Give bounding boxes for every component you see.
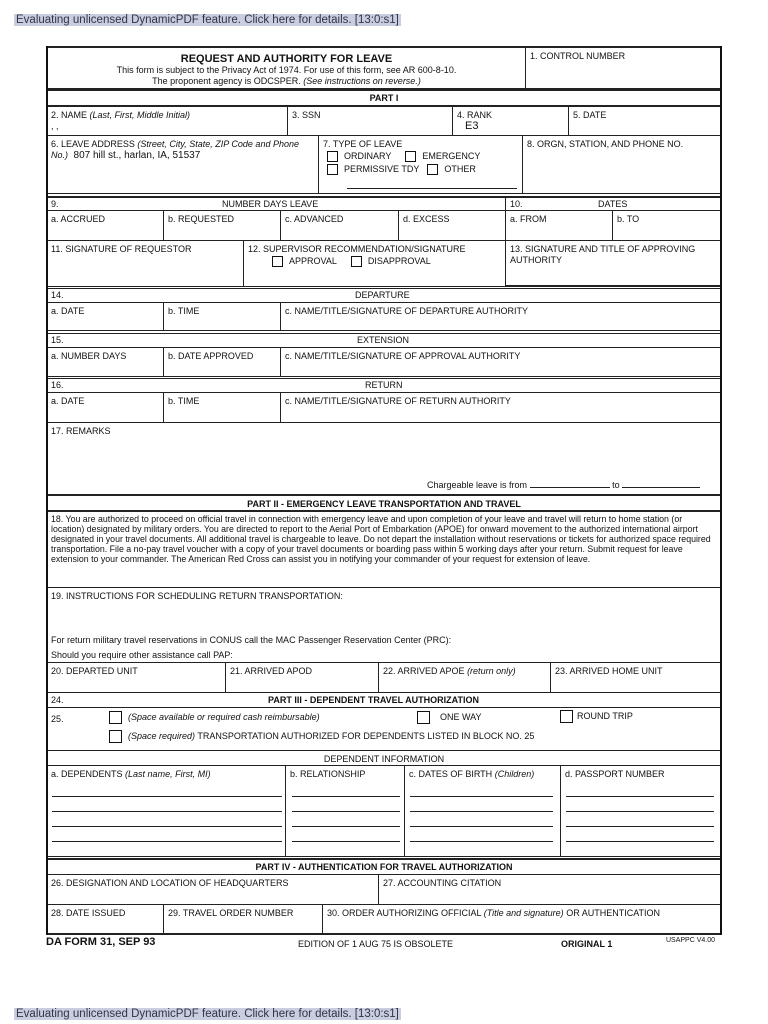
date-issued-field[interactable]: 28. DATE ISSUED: [46, 904, 164, 935]
dependent-entry-line[interactable]: [52, 811, 282, 812]
part-3-header: [46, 692, 722, 708]
option-label: APPROVAL: [289, 256, 337, 266]
dependent-info-header: DEPENDENT INFORMATION: [46, 750, 722, 766]
label: 19. INSTRUCTIONS FOR SCHEDULING RETURN TRANSPORTATION:: [51, 591, 343, 601]
dependent-entry-line[interactable]: [410, 796, 553, 797]
return-header: [46, 378, 722, 393]
edition-note: EDITION OF 1 AUG 75 IS OBSOLETE: [298, 939, 454, 949]
eval-banner-bottom[interactable]: Evaluating unlicensed DynamicPDF feature. Click here for details. [13:0:s1]: [16, 1008, 399, 1020]
emergency-checkbox[interactable]: [405, 151, 416, 162]
chargeable-from-input[interactable]: [530, 487, 610, 488]
arrived-apod-field[interactable]: 21. ARRIVED APOD: [225, 662, 379, 693]
option-label: ONE WAY: [440, 711, 482, 722]
dependent-entry-line[interactable]: [292, 796, 400, 797]
label: 16.: [51, 380, 64, 390]
label: 25.: [51, 714, 64, 724]
return-transport-instructions: [46, 587, 722, 663]
label: 22. ARRIVED APOE: [383, 666, 465, 676]
space-required-checkbox[interactable]: [109, 730, 122, 743]
pap-instruction: Should you require other assistance call PAP:: [51, 650, 233, 660]
form-title: REQUEST AND AUTHORITY FOR LEAVE: [180, 53, 393, 65]
chargeable-label: Chargeable leave is from: [427, 480, 528, 490]
eval-banner-top[interactable]: Evaluating unlicensed DynamicPDF feature. Click here for details. [13:0:s1]: [16, 14, 399, 26]
one-way-checkbox[interactable]: [417, 711, 430, 724]
label: c. DATES OF BIRTH: [409, 769, 493, 779]
part-1-header: PART I: [46, 90, 722, 106]
type-of-leave-field: [318, 135, 523, 194]
option-label: PERMISSIVE TDY: [344, 164, 420, 175]
departure-time-field[interactable]: b. TIME: [163, 302, 281, 331]
dependent-entry-line[interactable]: [566, 826, 714, 827]
chargeable-to-input[interactable]: [622, 487, 700, 488]
chargeable-to-label: to: [612, 480, 620, 490]
dependent-entry-line[interactable]: [52, 826, 282, 827]
departure-header: [46, 288, 722, 303]
approving-authority-field[interactable]: 13. SIGNATURE AND TITLE OF APPROVING AUTHORITY: [505, 240, 722, 287]
label-hint: (Last name, First, MI): [125, 769, 211, 779]
supervisor-recommendation-field: [243, 240, 506, 287]
round-trip-checkbox[interactable]: [560, 710, 573, 723]
departed-unit-field[interactable]: 20. DEPARTED UNIT: [46, 662, 226, 693]
space-available-checkbox[interactable]: [109, 711, 122, 724]
instructions-note: (See instructions on reverse.): [303, 76, 421, 86]
accounting-citation-field[interactable]: 27. ACCOUNTING CITATION: [378, 874, 722, 905]
form-number: DA FORM 31, SEP 93: [46, 936, 156, 948]
dates-header: [505, 196, 722, 211]
name-value: , ,: [51, 121, 59, 131]
organization-field[interactable]: 8. ORGN, STATION, AND PHONE NO.: [522, 135, 722, 194]
dependent-entry-line[interactable]: [566, 841, 714, 842]
privacy-line: This form is subject to the Privacy Act of 1974. For use of this form, see AR 600-8-10.: [116, 65, 457, 75]
label: 14.: [51, 290, 64, 300]
option-hint: (Space required): [128, 730, 196, 741]
dependent-entry-line[interactable]: [410, 826, 553, 827]
return-date-field[interactable]: a. DATE: [46, 392, 164, 423]
label: 24.: [51, 695, 64, 705]
dependent-entry-line[interactable]: [566, 811, 714, 812]
dependent-entry-line[interactable]: [410, 856, 553, 857]
heading: EXTENSION: [357, 335, 410, 345]
days-leave-header: [46, 196, 506, 211]
label: 10.: [510, 199, 523, 209]
label: 30. ORDER AUTHORIZING OFFICIAL: [327, 908, 482, 918]
dependent-entry-line[interactable]: [292, 826, 400, 827]
ordinary-checkbox[interactable]: [327, 151, 338, 162]
relationship-column: b. RELATIONSHIP: [285, 765, 405, 857]
label: 15.: [51, 335, 64, 345]
travel-order-number-field[interactable]: 29. TRAVEL ORDER NUMBER: [163, 904, 323, 935]
dependent-entry-line[interactable]: [292, 811, 400, 812]
headquarters-field[interactable]: 26. DESIGNATION AND LOCATION OF HEADQUARTERS: [46, 874, 379, 905]
other-checkbox[interactable]: [427, 164, 438, 175]
option-label: (Space available or required cash reimbursable): [128, 711, 320, 722]
label: 9.: [51, 199, 59, 209]
dependent-entry-line[interactable]: [52, 796, 282, 797]
option-label: EMERGENCY: [422, 151, 481, 161]
dependent-entry-line[interactable]: [292, 856, 400, 857]
requestor-signature-field[interactable]: 11. SIGNATURE OF REQUESTOR: [46, 240, 244, 287]
control-number-field[interactable]: 1. CONTROL NUMBER: [525, 46, 722, 90]
remarks-field[interactable]: [46, 422, 722, 495]
extension-authority-field[interactable]: c. NAME/TITLE/SIGNATURE OF APPROVAL AUTHORITY: [280, 347, 722, 377]
heading: RETURN: [365, 380, 403, 390]
dependent-entry-line[interactable]: [52, 856, 282, 857]
date-field[interactable]: 5. DATE: [568, 106, 722, 136]
option-label: TRANSPORTATION AUTHORIZED FOR DEPENDENTS LISTED IN BLOCK NO. 25: [197, 730, 535, 741]
heading: DEPARTURE: [355, 290, 410, 300]
accrued-field[interactable]: a. ACCRUED: [46, 210, 164, 241]
dependent-entry-line[interactable]: [566, 856, 714, 857]
name-field[interactable]: [46, 106, 288, 136]
option-label: OTHER: [444, 164, 476, 175]
address-value: 807 hill st., harlan, IA, 51537: [73, 150, 201, 161]
from-date-field[interactable]: a. FROM: [505, 210, 613, 241]
dependent-entry-line[interactable]: [410, 811, 553, 812]
excess-field[interactable]: d. EXCESS: [398, 210, 506, 241]
approval-checkbox[interactable]: [272, 256, 283, 267]
form-header: [46, 46, 526, 90]
label-hint: (Children): [494, 769, 535, 779]
extension-header: [46, 333, 722, 348]
passport-column: d. PASSPORT NUMBER: [560, 765, 722, 857]
prc-instruction: For return military travel reservations in CONUS call the MAC Passenger Reservation Center (PRC):: [51, 635, 452, 645]
label: 17. REMARKS: [51, 426, 111, 436]
to-date-field[interactable]: b. TO: [612, 210, 722, 241]
dependent-entry-line[interactable]: [410, 841, 553, 842]
dependent-entry-line[interactable]: [292, 841, 400, 842]
permissive-tdy-checkbox[interactable]: [327, 164, 338, 175]
label-hint: (return only): [467, 666, 516, 676]
heading: NUMBER DAYS LEAVE: [222, 199, 319, 209]
rank-value: E3: [465, 120, 479, 132]
part-4-header: PART IV - AUTHENTICATION FOR TRAVEL AUTHORIZATION: [46, 858, 722, 875]
label: 4. RANK: [457, 110, 493, 120]
departure-authority-field[interactable]: c. NAME/TITLE/SIGNATURE OF DEPARTURE AUTHORITY: [280, 302, 722, 331]
departure-date-field[interactable]: a. DATE: [46, 302, 164, 331]
heading: DATES: [598, 199, 628, 209]
ssn-field[interactable]: 3. SSN: [287, 106, 453, 136]
arrived-home-unit-field[interactable]: 23. ARRIVED HOME UNIT: [550, 662, 722, 693]
option-label: DISAPPROVAL: [367, 256, 431, 266]
label-hint: (Title and signature): [483, 908, 564, 918]
proponent-line: The proponent agency is ODCSPER.: [152, 76, 301, 86]
leave-address-field[interactable]: [46, 135, 319, 194]
return-time-field[interactable]: b. TIME: [163, 392, 281, 423]
advanced-field[interactable]: c. ADVANCED: [280, 210, 399, 241]
label: 7. TYPE OF LEAVE: [323, 139, 403, 149]
heading: PART III - DEPENDENT TRAVEL AUTHORIZATION: [268, 695, 479, 705]
dependent-entry-line[interactable]: [52, 841, 282, 842]
extension-days-field[interactable]: a. NUMBER DAYS: [46, 347, 164, 377]
label-hint: (Last, First, Middle Initial): [89, 110, 191, 120]
label: 6. LEAVE ADDRESS: [51, 139, 135, 149]
authorizing-official-field[interactable]: [322, 904, 722, 935]
return-authority-field[interactable]: c. NAME/TITLE/SIGNATURE OF RETURN AUTHORITY: [280, 392, 722, 423]
part-2-header: PART II - EMERGENCY LEAVE TRANSPORTATION AND TRAVEL: [46, 494, 722, 512]
extension-date-approved-field[interactable]: b. DATE APPROVED: [163, 347, 281, 377]
option-label: ROUND TRIP: [577, 710, 633, 721]
disapproval-checkbox[interactable]: [351, 256, 362, 267]
label-suffix: OR AUTHENTICATION: [566, 908, 661, 918]
arrived-apoe-field[interactable]: [378, 662, 551, 693]
version-label: USAPPC V4.00: [666, 937, 716, 944]
label: 12. SUPERVISOR RECOMMENDATION/SIGNATURE: [248, 244, 466, 254]
other-line[interactable]: [347, 188, 517, 189]
label-hint: (Street, City, State, ZIP Code and Phone No.): [51, 139, 299, 160]
copy-label: ORIGINAL 1: [561, 939, 613, 949]
label: 2. NAME: [51, 110, 88, 120]
dependent-transport-field: [46, 707, 722, 751]
rank-field[interactable]: [452, 106, 569, 136]
requested-field[interactable]: b. REQUESTED: [163, 210, 281, 241]
label: a. DEPENDENTS: [51, 769, 123, 779]
dependent-entry-line[interactable]: [566, 796, 714, 797]
option-label: ORDINARY: [344, 151, 392, 161]
emergency-travel-instructions: 18. You are authorized to proceed on official travel in connection with emergency leave and upon completion of your leave and travel will return to home station (or location) designated by military orders. You are directed to report to the Aerial Port of Embarkation (APOE) for onward movement to the authorized international airport designated in your travel documents. All additional travel is chargeable to leave. Do not depart the installation without reservations or tickets for authorized space required transportation. File a no-pay travel voucher with a copy of your travel documents or boarding pass within 5 working days after your return. Submit request for leave extension to your commander. The American Red Cross can assist you in notifying your commander of your request for extension of leave.: [46, 511, 722, 588]
